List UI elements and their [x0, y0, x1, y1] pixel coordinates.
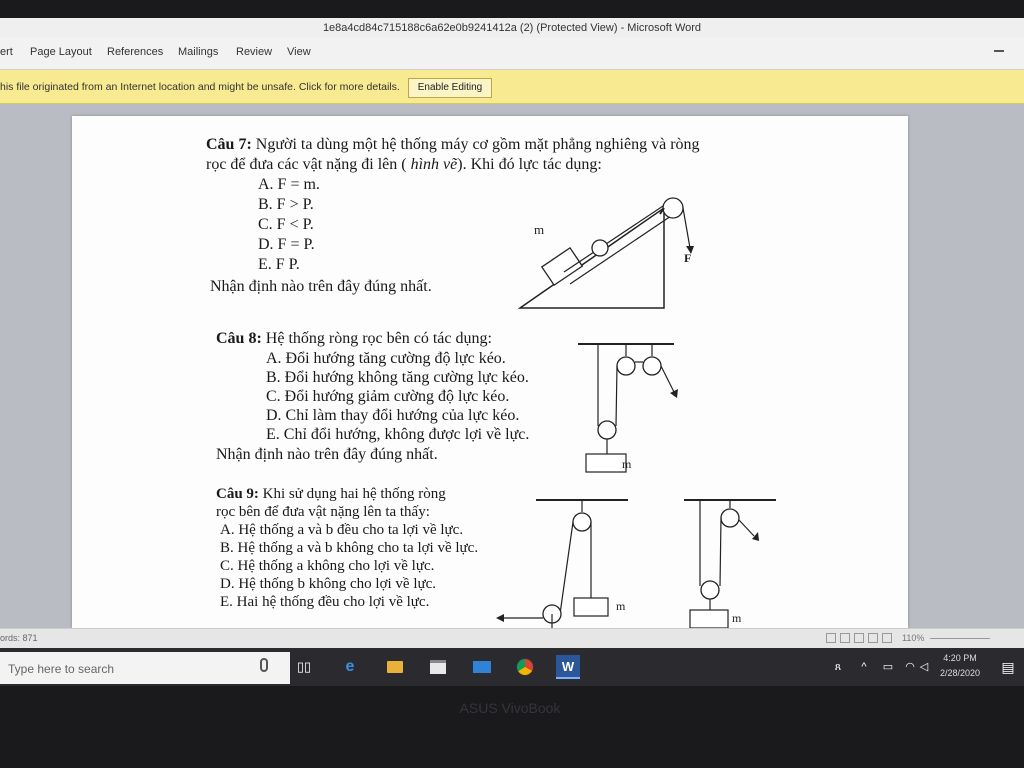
q7-option-a: A. F = m. — [258, 176, 320, 193]
q9-mass-label-b: m — [732, 611, 742, 625]
clock-time: 4:20 PM — [943, 653, 977, 663]
draft-view-icon[interactable] — [882, 633, 892, 643]
notifications-icon[interactable]: ▤ — [1001, 659, 1015, 675]
q9-option-e: E. Hai hệ thống đều cho lợi về lực. — [220, 594, 430, 610]
chrome-icon[interactable] — [513, 655, 537, 679]
show-hidden-icons-icon[interactable]: ^ — [861, 661, 867, 673]
ribbon-tabs — [0, 38, 1024, 70]
q9-option-a: A. Hệ thống a và b đều cho ta lợi về lực. — [220, 522, 464, 538]
microphone-icon[interactable] — [260, 658, 268, 672]
q7-stem-2a: rọc để đưa các vật nặng đi lên ( — [206, 156, 411, 173]
volume-icon[interactable]: ◁ — [919, 661, 929, 673]
q7-prompt: Nhận định nào trên đây đúng nhất. — [210, 278, 432, 295]
store-icon[interactable] — [426, 655, 450, 679]
q8-option-c: C. Đổi hướng giảm cường độ lực kéo. — [266, 388, 510, 405]
q8-mass-label: m — [622, 457, 632, 471]
laptop-brand-logo: ASUS VivoBook — [459, 700, 561, 716]
document-workspace[interactable] — [0, 104, 1024, 628]
tab-insert[interactable]: ert — [0, 46, 13, 58]
q9-option-d: D. Hệ thống b không cho lợi về lực. — [220, 576, 437, 592]
q7-option-b: B. F > P. — [258, 196, 314, 213]
people-icon[interactable]: ጸ — [834, 661, 842, 673]
q8-text-line1 — [216, 330, 492, 348]
q8-prompt: Nhận định nào trên đây đúng nhất. — [216, 446, 438, 463]
full-screen-reading-icon[interactable] — [840, 633, 850, 643]
q7-incline-figure — [512, 196, 712, 316]
q7-force-label: F — [684, 251, 692, 265]
tab-references[interactable]: References — [107, 46, 164, 58]
enable-editing-button[interactable]: Enable Editing — [408, 78, 492, 98]
q9-option-c: C. Hệ thống a không cho lợi về lực. — [220, 558, 435, 574]
q9-text-line1 — [216, 486, 446, 503]
window-title: 1e8a4cd84c715188c6a62e0b9241412a (2) (Protected View) - Microsoft Word — [322, 22, 702, 34]
q9-mass-label-a: m — [616, 599, 626, 613]
edge-icon[interactable]: e — [345, 658, 355, 675]
minimize-ribbon-icon[interactable] — [994, 50, 1004, 52]
tab-review[interactable]: Review — [236, 46, 273, 58]
q8-stem-1: Hệ thống ròng rọc bên có tác dụng: — [261, 330, 492, 347]
q8-option-d: D. Chỉ làm thay đổi hướng của lực kéo. — [266, 407, 520, 424]
web-layout-icon[interactable] — [854, 633, 864, 643]
tab-page-layout[interactable]: Page Layout — [30, 46, 92, 58]
q8-option-e: E. Chỉ đổi hướng, không được lợi về lực. — [266, 426, 530, 443]
wifi-icon[interactable]: ◠ — [905, 661, 915, 673]
q7-mass-label: m — [534, 222, 545, 237]
word-count[interactable]: ords: 871 — [0, 633, 38, 643]
status-bar — [0, 628, 1024, 648]
q7-stem-1: Người ta dùng một hệ thống máy cơ gồm mặt phẳng nghiêng và ròng — [251, 136, 700, 153]
battery-icon[interactable]: ▭ — [882, 661, 894, 673]
clock-date: 2/28/2020 — [939, 668, 981, 678]
print-layout-icon[interactable] — [826, 633, 836, 643]
q8-title: Câu 8: — [216, 330, 262, 347]
word-icon[interactable]: W — [556, 655, 580, 679]
tab-mailings[interactable]: Mailings — [178, 46, 219, 58]
q7-option-c: C. F < P. — [258, 216, 314, 233]
mail-icon[interactable] — [470, 655, 494, 679]
protected-view-message[interactable]: his file originated from an Internet location and might be unsafe. Click for more details. — [0, 81, 400, 93]
q9-stem-1: Khi sử dụng hai hệ thống ròng — [258, 486, 446, 502]
search-placeholder: Type here to search — [8, 662, 115, 676]
q8-option-b: B. Đổi hướng không tăng cường lực kéo. — [266, 369, 529, 386]
q7-stem-2c: ). Khi đó lực tác dụng: — [457, 156, 602, 173]
q9-pulley-system-a — [492, 494, 642, 628]
taskbar-clock[interactable] — [930, 651, 990, 681]
windows-taskbar — [0, 648, 1024, 686]
tab-view[interactable]: View — [287, 46, 311, 58]
outline-view-icon[interactable] — [868, 633, 878, 643]
q7-stem-2b: hình vẽ — [410, 156, 458, 173]
q7-option-d: D. F = P. — [258, 236, 315, 253]
protected-view-bar — [0, 70, 1024, 104]
q9-text-line2: rọc bên để đưa vật nặng lên ta thấy: — [216, 504, 430, 520]
q7-title: Câu 7: — [206, 136, 252, 153]
document-page[interactable] — [72, 116, 908, 628]
zoom-slider[interactable] — [930, 638, 990, 639]
taskbar-search-box[interactable] — [0, 652, 290, 684]
title-bar — [0, 18, 1024, 38]
task-view-icon[interactable]: ▯▯ — [296, 659, 312, 674]
q8-pulley-figure — [572, 338, 702, 486]
q7-text-line2 — [206, 156, 602, 174]
q9-option-b: B. Hệ thống a và b không cho ta lợi về lực. — [220, 540, 479, 556]
q9-title: Câu 9: — [216, 486, 259, 502]
zoom-level[interactable]: 110% — [902, 633, 925, 643]
q7-option-e: E. F P. — [258, 256, 300, 273]
file-explorer-icon[interactable] — [383, 655, 407, 679]
q8-option-a: A. Đổi hướng tăng cường độ lực kéo. — [266, 350, 506, 367]
q9-pulley-system-b — [676, 494, 786, 628]
q7-text-line1 — [206, 136, 700, 154]
